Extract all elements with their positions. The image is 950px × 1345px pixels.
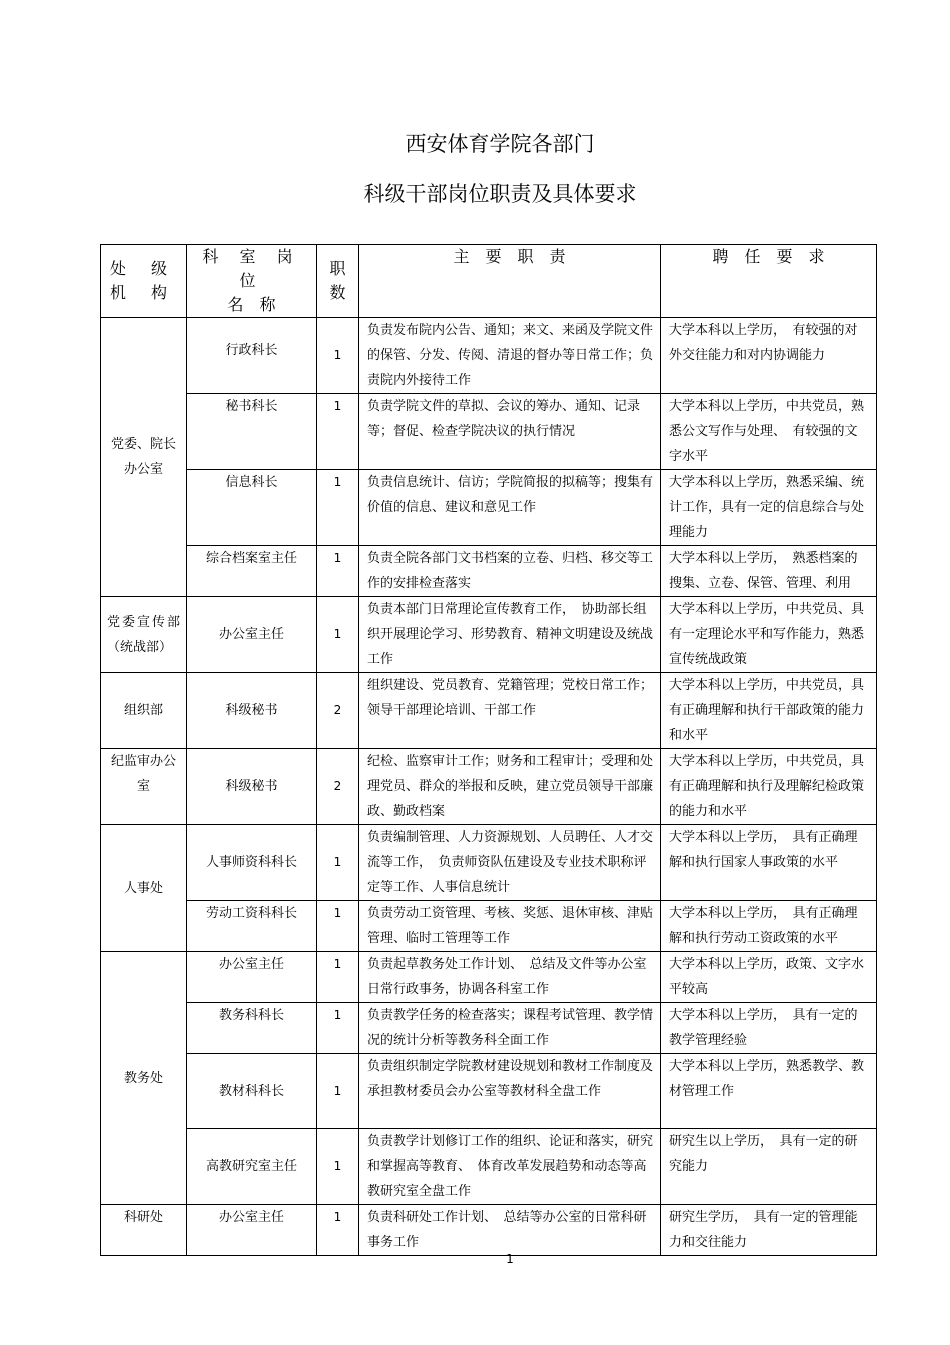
table-row [101, 901, 877, 952]
table-row [101, 673, 877, 749]
req-cell: 研究生以上学历， 具有一定的研究能力 [661, 1129, 877, 1205]
table-row [101, 1205, 877, 1256]
duty-cell: 负责全院各部门文书档案的立卷、归档、移交等工作的安排检查落实 [359, 546, 661, 597]
dept-cell: 科研处 [101, 1205, 187, 1256]
table-row [101, 1003, 877, 1054]
duty-cell: 负责教学任务的检查落实；课程考试管理、教学情况的统计分析等教务科全面工作 [359, 1003, 661, 1054]
req-cell: 大学本科以上学历，中共党员，熟悉公文写作与处理、 有较强的文字水平 [661, 394, 877, 470]
num-cell: 1 [317, 952, 359, 1003]
dept-cell: 教务处 [101, 952, 187, 1205]
table-row [101, 749, 877, 825]
post-cell: 办公室主任 [187, 1205, 317, 1256]
dept-cell: 党委宣传部（统战部） [101, 597, 187, 673]
post-cell: 教材科科长 [187, 1054, 317, 1129]
num-cell: 1 [317, 470, 359, 546]
table-row [101, 318, 877, 394]
req-cell: 大学本科以上学历，熟悉采编、统计工作，具有一定的信息综合与处理能力 [661, 470, 877, 546]
duty-cell: 负责起草教务处工作计划、 总结及文件等办公室日常行政事务，协调各科室工作 [359, 952, 661, 1003]
duty-cell: 负责学院文件的草拟、会议的筹办、通知、记录等；督促、检查学院决议的执行情况 [359, 394, 661, 470]
header-num: 职 数 [317, 245, 359, 318]
dept-cell: 人事处 [101, 825, 187, 952]
req-cell: 大学本科以上学历，熟悉教学、教材管理工作 [661, 1054, 877, 1129]
table-row [101, 825, 877, 901]
table-row [101, 597, 877, 673]
num-cell: 1 [317, 1129, 359, 1205]
table-row [101, 1054, 877, 1129]
post-cell: 秘书科长 [187, 394, 317, 470]
table-row [101, 546, 877, 597]
num-cell: 1 [317, 394, 359, 470]
post-cell: 信息科长 [187, 470, 317, 546]
header-post: 科 室 岗 位 名 称 [187, 245, 317, 318]
duty-cell: 负责信息统计、信访；学院简报的拟稿等；搜集有价值的信息、建议和意见工作 [359, 470, 661, 546]
duty-cell: 负责科研处工作计划、 总结等办公室的日常科研事务工作 [359, 1205, 661, 1256]
duty-cell: 负责劳动工资管理、考核、奖惩、退休审核、津贴管理、临时工管理等工作 [359, 901, 661, 952]
req-cell: 大学本科以上学历， 具有正确理解和执行劳动工资政策的水平 [661, 901, 877, 952]
duty-cell: 负责编制管理、人力资源规划、人员聘任、人才交流等工作， 负责师资队伍建设及专业技术职称评定等工作、人事信息统计 [359, 825, 661, 901]
post-cell: 科级秘书 [187, 749, 317, 825]
table-row [101, 1129, 877, 1205]
page-number: 1 [506, 1252, 514, 1266]
req-cell: 大学本科以上学历， 有较强的对外交往能力和对内协调能力 [661, 318, 877, 394]
post-cell: 劳动工资科科长 [187, 901, 317, 952]
num-cell: 1 [317, 1054, 359, 1129]
req-cell: 大学本科以上学历， 具有正确理解和执行国家人事政策的水平 [661, 825, 877, 901]
post-cell: 办公室主任 [187, 952, 317, 1003]
num-cell: 1 [317, 1003, 359, 1054]
post-cell: 科级秘书 [187, 673, 317, 749]
post-cell: 办公室主任 [187, 597, 317, 673]
num-cell: 1 [317, 1205, 359, 1256]
num-cell: 1 [317, 318, 359, 394]
post-cell: 教务科科长 [187, 1003, 317, 1054]
duty-cell: 负责教学计划修订工作的组织、论证和落实，研究和掌握高等教育、 体育改革发展趋势和动态等高教研究室全盘工作 [359, 1129, 661, 1205]
req-cell: 大学本科以上学历，中共党员，具有正确理解和执行干部政策的能力和水平 [661, 673, 877, 749]
duty-cell: 纪检、监察审计工作；财务和工程审计；受理和处理党员、群众的举报和反映，建立党员领导干部廉政、勤政档案 [359, 749, 661, 825]
num-cell: 1 [317, 825, 359, 901]
table-header-row [101, 245, 877, 318]
num-cell: 1 [317, 597, 359, 673]
req-cell: 研究生学历， 具有一定的管理能力和交往能力 [661, 1205, 877, 1256]
duty-table [100, 244, 877, 1256]
header-dept: 处 级 机 构 [101, 245, 187, 318]
post-cell: 人事师资科科长 [187, 825, 317, 901]
post-cell: 综合档案室主任 [187, 546, 317, 597]
req-cell: 大学本科以上学历，政策、文字水平较高 [661, 952, 877, 1003]
req-cell: 大学本科以上学历，中共党员、具有一定理论水平和写作能力，熟悉宣传统战政策 [661, 597, 877, 673]
header-duty: 主 要 职 责 [359, 245, 661, 318]
duty-cell: 负责发布院内公告、通知；来文、来函及学院文件的保管、分发、传阅、清退的督办等日常工作；负责院内外接待工作 [359, 318, 661, 394]
dept-cell: 纪监审办公室 [101, 749, 187, 825]
duty-cell: 组织建设、党员教育、党籍管理；党校日常工作；领导干部理论培训、干部工作 [359, 673, 661, 749]
dept-cell: 组织部 [101, 673, 187, 749]
post-cell: 行政科长 [187, 318, 317, 394]
req-cell: 大学本科以上学历，中共党员，具有正确理解和执行及理解纪检政策的能力和水平 [661, 749, 877, 825]
duty-cell: 负责组织制定学院教材建设规划和教材工作制度及承担教材委员会办公室等教材科全盘工作 [359, 1054, 661, 1129]
post-cell: 高教研究室主任 [187, 1129, 317, 1205]
page-title-line-2: 科级干部岗位职责及具体要求 [363, 182, 637, 206]
num-cell: 1 [317, 901, 359, 952]
page-title-line-1: 西安体育学院各部门 [405, 132, 595, 156]
header-req: 聘 任 要 求 [661, 245, 877, 318]
dept-cell: 党委、院长办公室 [101, 318, 187, 597]
duty-cell: 负责本部门日常理论宣传教育工作， 协助部长组织开展理论学习、形势教育、精神文明建设及统战工作 [359, 597, 661, 673]
num-cell: 2 [317, 673, 359, 749]
table-row [101, 394, 877, 470]
num-cell: 1 [317, 546, 359, 597]
table-row [101, 470, 877, 546]
req-cell: 大学本科以上学历， 具有一定的教学管理经验 [661, 1003, 877, 1054]
num-cell: 2 [317, 749, 359, 825]
req-cell: 大学本科以上学历， 熟悉档案的搜集、立卷、保管、管理、利用 [661, 546, 877, 597]
table-row [101, 952, 877, 1003]
